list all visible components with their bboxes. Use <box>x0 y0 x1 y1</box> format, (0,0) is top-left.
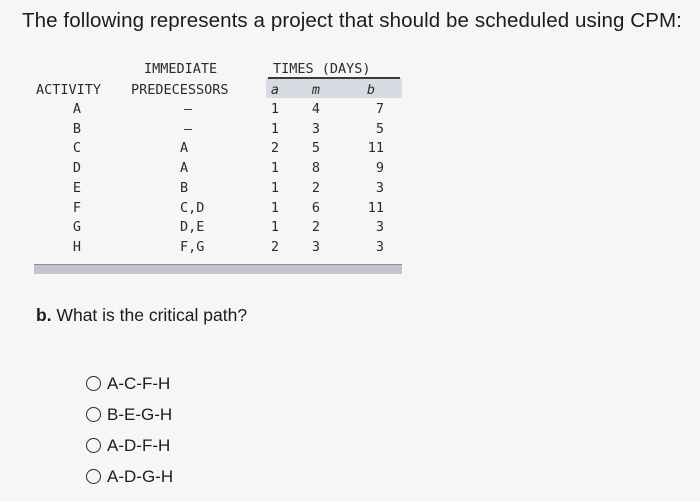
cell-activity: H <box>72 238 82 255</box>
option-2[interactable] <box>86 399 173 430</box>
cell-predecessors: A <box>180 160 189 177</box>
question <box>36 305 247 326</box>
option-1[interactable] <box>86 368 173 399</box>
header-activity: ACTIVITY <box>36 82 102 98</box>
cell-time-a: 1 <box>270 219 280 236</box>
cell-activity: A <box>72 101 82 117</box>
cell-time-m: 8 <box>311 160 321 177</box>
option-label: A-C-F-H <box>107 373 171 393</box>
option-4[interactable] <box>86 461 173 492</box>
cell-time-b: 5 <box>375 120 384 137</box>
cell-predecessors: A <box>180 140 189 157</box>
cell-time-b: 7 <box>375 101 384 117</box>
header-predecessors: PREDECESSORS <box>131 82 229 98</box>
cell-activity: F <box>72 199 82 216</box>
header-m: m <box>311 82 321 98</box>
cell-time-b: 3 <box>375 179 384 196</box>
cpm-activity-table <box>30 58 402 276</box>
cell-activity: G <box>72 219 82 236</box>
cell-predecessors: — <box>183 101 193 117</box>
header-b: b <box>366 82 376 98</box>
header-immediate: IMMEDIATE <box>144 61 218 77</box>
question-prefix: b. <box>36 305 52 325</box>
header-times: TIMES (DAYS) <box>273 61 371 77</box>
cell-activity: E <box>72 179 82 196</box>
cell-time-m: 3 <box>311 238 321 255</box>
times-underline <box>268 77 400 79</box>
option-label: A-D-F-H <box>107 435 171 455</box>
option-label: A-D-G-H <box>107 466 174 486</box>
radio-circle-icon[interactable] <box>86 407 101 422</box>
cell-time-a: 1 <box>270 199 280 216</box>
answer-options <box>86 368 173 492</box>
table-bottom-band <box>34 264 402 274</box>
question-text: What is the critical path? <box>56 305 248 325</box>
cell-predecessors: F,G <box>180 238 205 255</box>
cell-predecessors: D,E <box>180 219 205 236</box>
cell-predecessors: — <box>183 120 193 137</box>
cell-time-b: 11 <box>367 140 384 157</box>
header-a: a <box>270 82 280 98</box>
cell-time-b: 9 <box>375 160 384 177</box>
option-3[interactable] <box>86 430 173 461</box>
times-header-band <box>266 78 402 98</box>
cell-predecessors: B <box>180 179 189 196</box>
cell-time-m: 4 <box>311 101 321 117</box>
option-label: B-E-G-H <box>107 404 173 424</box>
cell-time-a: 1 <box>270 160 280 177</box>
cell-time-m: 5 <box>311 140 321 157</box>
cell-time-a: 1 <box>270 101 280 117</box>
cell-time-m: 2 <box>311 219 321 236</box>
cell-time-a: 2 <box>270 238 280 255</box>
cell-activity: D <box>72 160 82 177</box>
cell-activity: B <box>72 120 82 137</box>
cell-time-a: 1 <box>270 120 280 137</box>
cell-time-b: 3 <box>375 238 384 255</box>
problem-title: The following represents a project that should be scheduled using CPM: <box>22 9 682 32</box>
cell-time-m: 3 <box>311 120 321 137</box>
cell-time-a: 2 <box>270 140 280 157</box>
radio-circle-icon[interactable] <box>86 438 101 453</box>
radio-circle-icon[interactable] <box>86 469 101 484</box>
cell-time-m: 6 <box>311 199 321 216</box>
cell-time-b: 3 <box>375 219 384 236</box>
cell-time-a: 1 <box>270 179 280 196</box>
cell-activity: C <box>72 140 82 157</box>
cell-predecessors: C,D <box>180 199 205 216</box>
radio-circle-icon[interactable] <box>86 376 101 391</box>
cell-time-b: 11 <box>367 199 384 216</box>
cell-time-m: 2 <box>311 179 321 196</box>
